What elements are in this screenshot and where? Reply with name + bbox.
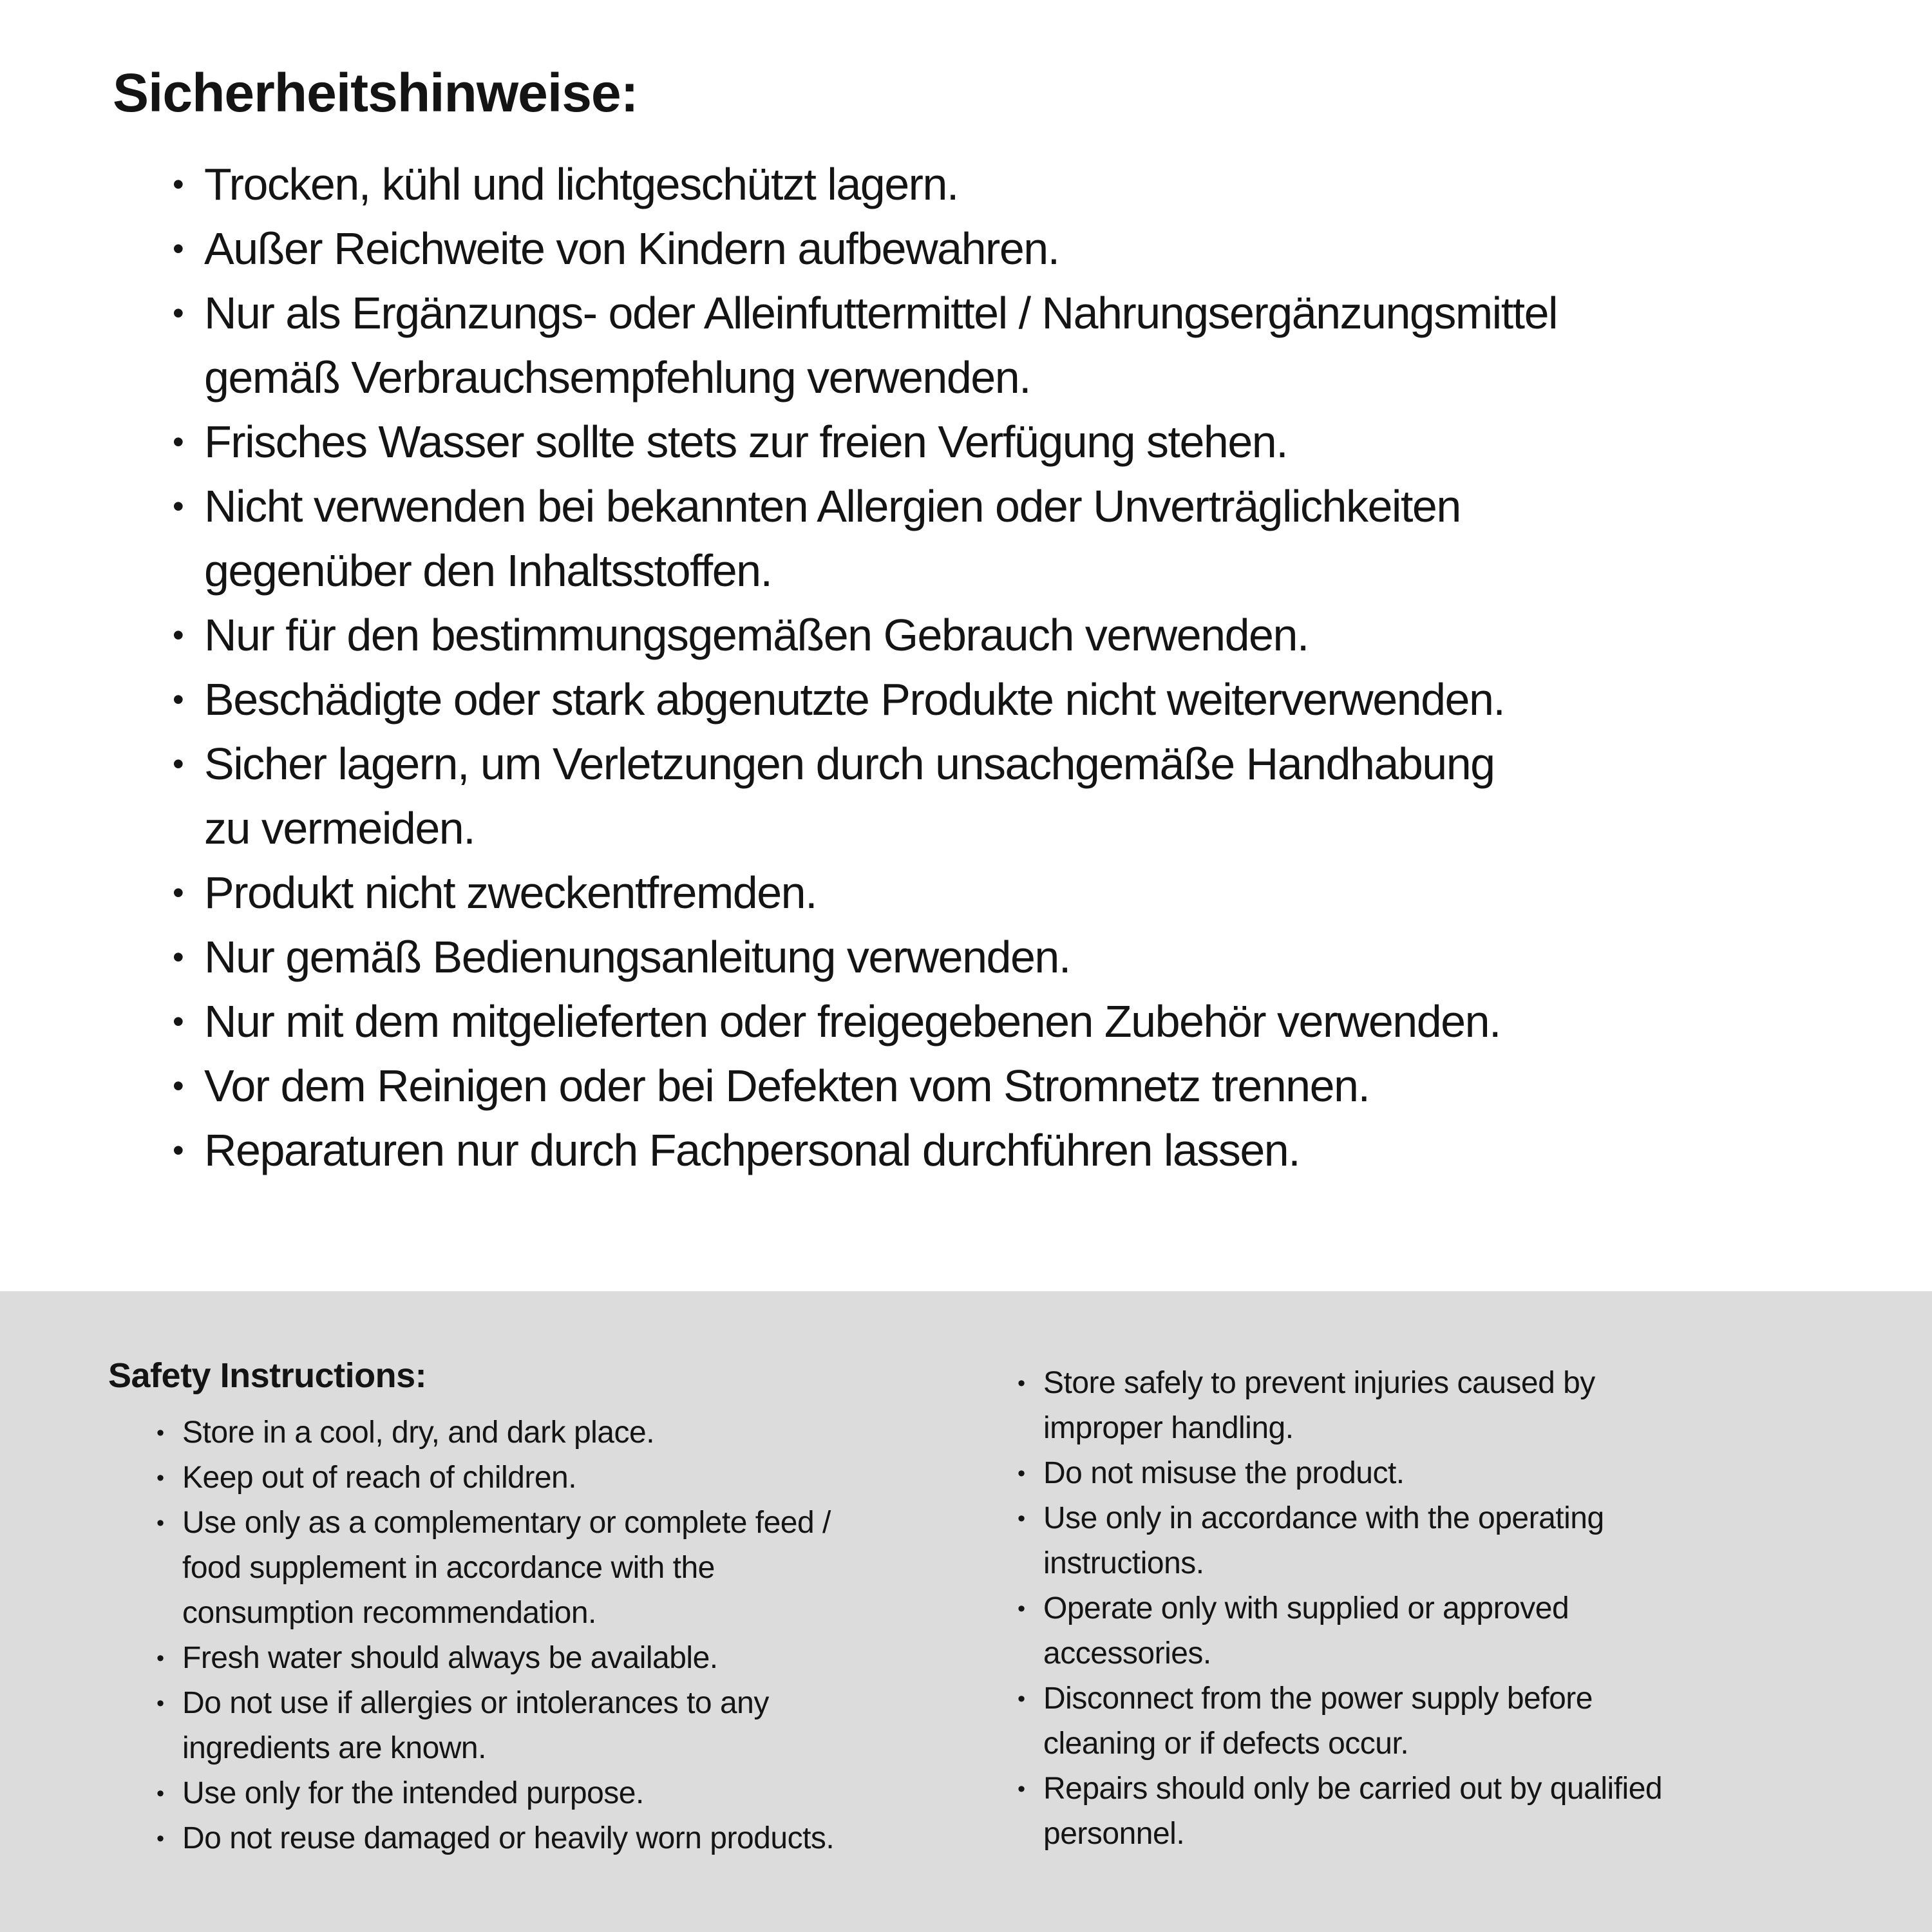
german-safety-item-text: Beschädigte oder stark abgenutzte Produkte nicht weiterverwenden. — [204, 674, 1505, 724]
german-safety-item — [173, 474, 1866, 603]
german-safety-item — [173, 989, 1866, 1054]
bullet-dot-icon: • — [1018, 1371, 1025, 1396]
german-safety-item-text: Nur gemäß Bedienungsanleitung verwenden. — [204, 932, 1070, 982]
german-safety-item — [173, 216, 1866, 281]
english-safety-item-text: Keep out of reach of children. — [182, 1461, 577, 1495]
english-safety-item — [156, 1636, 994, 1681]
bullet-dot-icon: • — [173, 230, 184, 267]
bullet-dot-icon: • — [173, 874, 184, 911]
english-safety-section — [0, 1291, 1932, 1932]
english-safety-item-text: Repairs should only be carried out by qualified personnel. — [1043, 1772, 1663, 1851]
english-safety-item — [1018, 1586, 1887, 1676]
german-safety-item — [173, 281, 1866, 410]
german-safety-item-text: Vor dem Reinigen oder bei Defekten vom Stromnetz trennen. — [204, 1061, 1370, 1111]
bullet-dot-icon: • — [156, 1691, 164, 1716]
german-safety-item — [173, 1118, 1866, 1182]
english-safety-item-text: Use only for the intended purpose. — [182, 1776, 644, 1810]
bullet-dot-icon: • — [173, 294, 184, 331]
bullet-dot-icon: • — [156, 1466, 164, 1490]
german-safety-item-text: Reparaturen nur durch Fachpersonal durchführen lassen. — [204, 1125, 1300, 1175]
bullet-dot-icon: • — [173, 938, 184, 975]
german-safety-item-text: Nur für den bestimmungsgemäßen Gebrauch verwenden. — [204, 610, 1309, 660]
bullet-dot-icon: • — [1018, 1687, 1025, 1711]
bullet-dot-icon: • — [173, 1003, 184, 1039]
german-safety-item-text: Sicher lagern, um Verletzungen durch unsachgemäße Handhabung zu vermeiden. — [204, 739, 1495, 853]
german-safety-item — [173, 603, 1866, 667]
english-safety-item — [1018, 1766, 1887, 1857]
german-safety-item — [173, 410, 1866, 474]
english-safety-item-text: Use only in accordance with the operating instructions. — [1043, 1501, 1604, 1580]
english-safety-item — [156, 1771, 994, 1816]
bullet-dot-icon: • — [156, 1781, 164, 1806]
german-safety-item — [173, 152, 1866, 216]
english-safety-item — [1018, 1676, 1887, 1766]
german-safety-item-text: Produkt nicht zweckentfremden. — [204, 867, 817, 918]
bullet-dot-icon: • — [173, 616, 184, 653]
english-safety-item — [156, 1455, 994, 1501]
english-safety-list-right — [1018, 1361, 1887, 1857]
english-safety-item-text: Operate only with supplied or approved accessories. — [1043, 1591, 1569, 1671]
english-safety-list-left — [156, 1410, 994, 1861]
english-safety-item — [156, 1681, 994, 1771]
german-safety-item — [173, 860, 1866, 925]
german-safety-item-text: Nur als Ergänzungs- oder Alleinfuttermittel / Nahrungsergänzungsmittel gemäß Verbrauchsempfehlung verwenden. — [204, 288, 1558, 402]
bullet-dot-icon: • — [173, 423, 184, 460]
bullet-dot-icon: • — [173, 166, 184, 202]
english-safety-item-text: Fresh water should always be available. — [182, 1641, 718, 1675]
german-safety-item — [173, 667, 1866, 732]
english-safety-item-text: Disconnect from the power supply before cleaning or if defects occur. — [1043, 1681, 1593, 1761]
bullet-dot-icon: • — [156, 1826, 164, 1851]
german-safety-item-text: Nicht verwenden bei bekannten Allergien oder Unverträglichkeiten gegenüber den Inhaltsstoffen. — [204, 481, 1461, 596]
german-safety-item-text: Nur mit dem mitgelieferten oder freigegebenen Zubehör verwenden. — [204, 996, 1501, 1046]
english-section-title: Safety Instructions: — [108, 1356, 427, 1395]
english-safety-item-text: Do not reuse damaged or heavily worn products. — [182, 1821, 835, 1855]
bullet-dot-icon: • — [1018, 1461, 1025, 1486]
bullet-dot-icon: • — [173, 1067, 184, 1104]
english-safety-item — [156, 1410, 994, 1455]
bullet-dot-icon: • — [1018, 1777, 1025, 1801]
english-safety-item — [1018, 1496, 1887, 1586]
english-safety-item-text: Do not misuse the product. — [1043, 1456, 1405, 1490]
english-safety-item-text: Store in a cool, dry, and dark place. — [182, 1416, 655, 1450]
english-safety-item — [1018, 1451, 1887, 1496]
english-safety-item-text: Do not use if allergies or intolerances to any ingredients are known. — [182, 1686, 769, 1765]
bullet-dot-icon: • — [173, 681, 184, 717]
bullet-dot-icon: • — [156, 1646, 164, 1671]
german-safety-item-text: Frisches Wasser sollte stets zur freien Verfügung stehen. — [204, 417, 1288, 467]
bullet-dot-icon: • — [1018, 1506, 1025, 1531]
bullet-dot-icon: • — [156, 1421, 164, 1445]
english-safety-item-text: Use only as a complementary or complete feed / food supplement in accordance with the consumption recommendation. — [182, 1506, 831, 1630]
german-section-title: Sicherheitshinweise: — [113, 62, 638, 123]
bullet-dot-icon: • — [1018, 1596, 1025, 1621]
german-safety-item — [173, 732, 1866, 860]
german-safety-item — [173, 1054, 1866, 1118]
english-safety-item — [156, 1816, 994, 1861]
bullet-dot-icon: • — [173, 488, 184, 524]
bullet-dot-icon: • — [173, 1132, 184, 1168]
german-safety-list — [173, 152, 1866, 1182]
bullet-dot-icon: • — [156, 1511, 164, 1535]
german-safety-item-text: Trocken, kühl und lichtgeschützt lagern. — [204, 159, 958, 209]
bullet-dot-icon: • — [173, 745, 184, 782]
english-safety-item — [1018, 1361, 1887, 1451]
english-safety-item — [156, 1501, 994, 1636]
german-safety-item — [173, 925, 1866, 989]
english-safety-item-text: Store safely to prevent injuries caused by improper handling. — [1043, 1366, 1595, 1445]
german-safety-item-text: Außer Reichweite von Kindern aufbewahren. — [204, 223, 1059, 274]
